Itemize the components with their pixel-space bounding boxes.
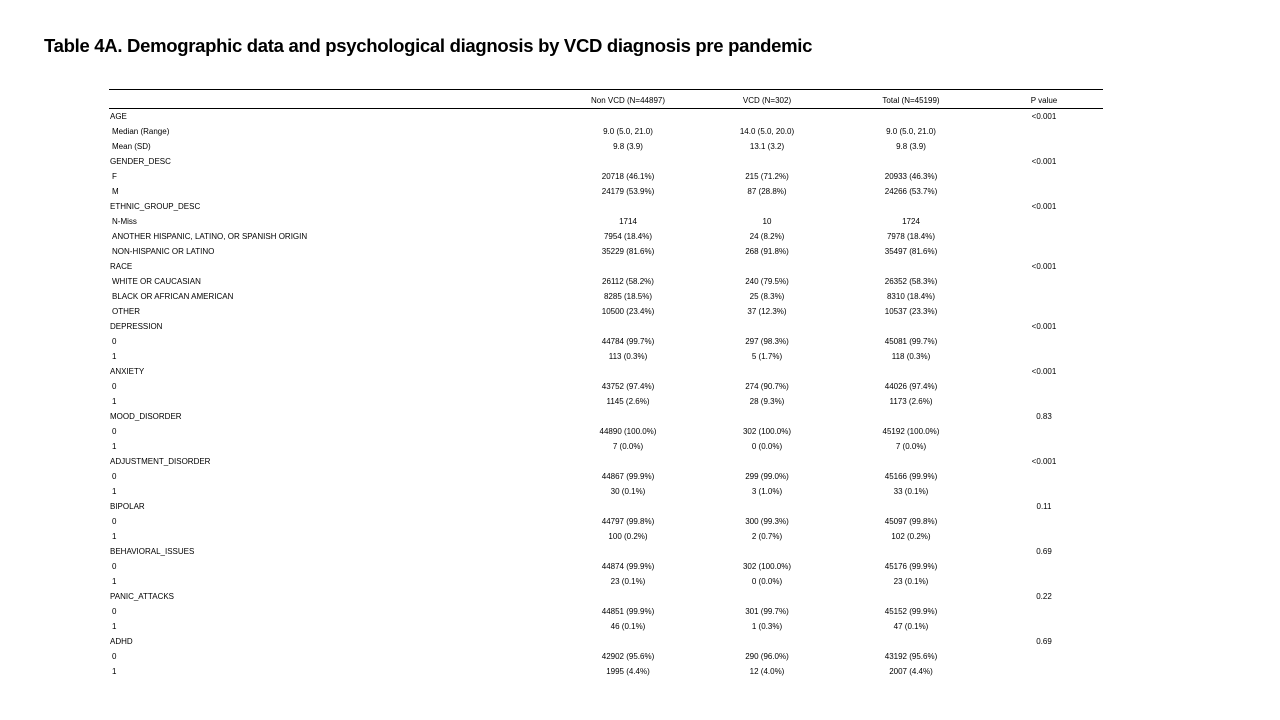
non-vcd-cell: 44867 (99.9%) [601,472,655,481]
row-label: AGE [110,112,127,121]
non-vcd-cell: 43752 (97.4%) [601,382,655,391]
p-value-cell: 0.11 [1036,502,1052,511]
data-table [109,89,1103,679]
non-vcd-cell: 35229 (81.6%) [601,247,655,256]
row-label: 1 [112,667,117,676]
total-cell: 8310 (18.4%) [886,292,936,301]
total-cell: 9.0 (5.0, 21.0) [886,127,936,136]
total-cell: 33 (0.1%) [893,487,929,496]
row-label: F [112,172,117,181]
table-row [109,304,1103,319]
row-label: 0 [112,472,117,481]
row-label: 0 [112,562,117,571]
row-label: ANOTHER HISPANIC, LATINO, OR SPANISH ORIGIN [112,232,308,241]
table-row [109,529,1103,544]
non-vcd-cell: 9.8 (3.9) [613,142,643,151]
table-group-row [109,544,1103,559]
row-label: RACE [110,262,133,271]
total-cell: 23 (0.1%) [893,577,929,586]
vcd-cell: 300 (99.3%) [745,517,789,526]
row-label: ADHD [110,637,133,646]
table-row [109,394,1103,409]
table-row [109,334,1103,349]
non-vcd-cell: 9.0 (5.0, 21.0) [603,127,653,136]
total-cell: 35497 (81.6%) [884,247,938,256]
vcd-cell: 2 (0.7%) [751,532,783,541]
non-vcd-cell: 1145 (2.6%) [606,397,650,406]
table-group-row [109,154,1103,169]
p-value-cell: <0.001 [1031,322,1057,331]
table-row [109,379,1103,394]
table-row [109,274,1103,289]
table-group-row [109,109,1103,124]
non-vcd-cell: 7954 (18.4%) [603,232,653,241]
table-header-row [109,94,1103,109]
table-group-row [109,319,1103,334]
row-label: 0 [112,517,117,526]
table-row [109,604,1103,619]
non-vcd-cell: 100 (0.2%) [608,532,648,541]
non-vcd-cell: 8285 (18.5%) [603,292,653,301]
total-cell: 1173 (2.6%) [889,397,933,406]
vcd-cell: 1 (0.3%) [751,622,783,631]
header-total: Total (N=45199) [882,96,940,105]
row-label: 1 [112,352,117,361]
vcd-cell: 290 (96.0%) [745,652,789,661]
total-cell: 24266 (53.7%) [884,187,938,196]
total-cell: 7 (0.0%) [895,442,927,451]
row-label: BLACK OR AFRICAN AMERICAN [112,292,234,301]
header-p-value: P value [1030,96,1058,105]
total-cell: 45081 (99.7%) [884,337,938,346]
row-label: 1 [112,532,117,541]
total-cell: 44026 (97.4%) [884,382,938,391]
total-cell: 26352 (58.3%) [884,277,938,286]
total-cell: 45152 (99.9%) [884,607,938,616]
total-cell: 20933 (46.3%) [884,172,938,181]
p-value-cell: <0.001 [1031,457,1057,466]
vcd-cell: 0 (0.0%) [751,442,783,451]
total-cell: 47 (0.1%) [893,622,929,631]
non-vcd-cell: 46 (0.1%) [610,622,646,631]
non-vcd-cell: 44890 (100.0%) [599,427,657,436]
vcd-cell: 28 (9.3%) [749,397,785,406]
non-vcd-cell: 10500 (23.4%) [601,307,655,316]
header-vcd: VCD (N=302) [742,96,792,105]
table-row [109,649,1103,664]
vcd-cell: 297 (98.3%) [745,337,789,346]
p-value-cell: <0.001 [1031,367,1057,376]
table-group-row [109,364,1103,379]
header-non-vcd: Non VCD (N=44897) [590,96,666,105]
table-row [109,574,1103,589]
p-value-cell: <0.001 [1031,157,1057,166]
vcd-cell: 14.0 (5.0, 20.0) [739,127,795,136]
p-value-cell: 0.22 [1036,592,1052,601]
non-vcd-cell: 7 (0.0%) [612,442,644,451]
row-label: 0 [112,427,117,436]
row-label: 1 [112,577,117,586]
vcd-cell: 268 (91.8%) [745,247,789,256]
table-row [109,169,1103,184]
table-group-row [109,259,1103,274]
table-row [109,244,1103,259]
table-row [109,484,1103,499]
non-vcd-cell: 26112 (58.2%) [602,277,654,286]
non-vcd-cell: 42902 (95.6%) [601,652,655,661]
row-label: BEHAVIORAL_ISSUES [110,547,195,556]
row-label: 0 [112,382,117,391]
row-label: BIPOLAR [110,502,145,511]
vcd-cell: 10 [762,217,772,226]
row-label: 0 [112,607,117,616]
p-value-cell: <0.001 [1031,262,1057,271]
table-row [109,439,1103,454]
p-value-cell: <0.001 [1031,112,1057,121]
vcd-cell: 37 (12.3%) [747,307,787,316]
table-top-rule [109,89,1103,90]
non-vcd-cell: 44851 (99.9%) [601,607,655,616]
table-row [109,619,1103,634]
vcd-cell: 5 (1.7%) [751,352,783,361]
row-label: 1 [112,442,117,451]
vcd-cell: 24 (8.2%) [749,232,785,241]
total-cell: 45192 (100.0%) [882,427,940,436]
total-cell: 45176 (99.9%) [884,562,938,571]
non-vcd-cell: 1714 [619,217,637,226]
row-label: 0 [112,652,117,661]
row-label: PANIC_ATTACKS [110,592,175,601]
row-label: ADJUSTMENT_DISORDER [110,457,211,466]
p-value-cell: 0.83 [1036,412,1052,421]
table-group-row [109,499,1103,514]
row-label: 1 [112,622,117,631]
row-label: DEPRESSION [110,322,163,331]
non-vcd-cell: 24179 (53.9%) [601,187,655,196]
p-value-cell: 0.69 [1036,637,1052,646]
table-row [109,559,1103,574]
total-cell: 9.8 (3.9) [896,142,926,151]
row-label: Mean (SD) [112,142,151,151]
non-vcd-cell: 44797 (99.8%) [601,517,655,526]
total-cell: 43192 (95.6%) [884,652,938,661]
non-vcd-cell: 44784 (99.7%) [601,337,655,346]
vcd-cell: 0 (0.0%) [751,577,783,586]
table-row [109,229,1103,244]
total-cell: 118 (0.3%) [891,352,931,361]
total-cell: 45097 (99.8%) [884,517,938,526]
table-row [109,184,1103,199]
table-row [109,469,1103,484]
row-label: Median (Range) [112,127,170,136]
row-label: MOOD_DISORDER [110,412,182,421]
table-row [109,289,1103,304]
table-group-row [109,634,1103,649]
row-label: GENDER_DESC [110,157,171,166]
vcd-cell: 302 (100.0%) [742,562,792,571]
p-value-cell: <0.001 [1031,202,1057,211]
table-row [109,349,1103,364]
row-label: M [112,187,119,196]
table-row [109,124,1103,139]
vcd-cell: 274 (90.7%) [745,382,789,391]
total-cell: 10537 (23.3%) [884,307,938,316]
total-cell: 45166 (99.9%) [884,472,938,481]
table-row [109,424,1103,439]
row-label: ANXIETY [110,367,145,376]
vcd-cell: 302 (100.0%) [742,427,792,436]
non-vcd-cell: 23 (0.1%) [610,577,646,586]
p-value-cell: 0.69 [1036,547,1052,556]
table-row [109,664,1103,679]
vcd-cell: 215 (71.2%) [745,172,789,181]
row-label: 1 [112,487,117,496]
table-row [109,214,1103,229]
row-label: N-Miss [112,217,137,226]
non-vcd-cell: 44874 (99.9%) [601,562,655,571]
total-cell: 2007 (4.4%) [889,667,933,676]
vcd-cell: 299 (99.0%) [745,472,789,481]
row-label: NON-HISPANIC OR LATINO [112,247,215,256]
table-group-row [109,199,1103,214]
table-group-row [109,589,1103,604]
row-label: 1 [112,397,117,406]
table-row [109,514,1103,529]
non-vcd-cell: 113 (0.3%) [608,352,648,361]
non-vcd-cell: 20718 (46.1%) [601,172,655,181]
vcd-cell: 301 (99.7%) [745,607,789,616]
total-cell: 102 (0.2%) [891,532,931,541]
total-cell: 1724 [902,217,920,226]
table-group-row [109,409,1103,424]
row-label: OTHER [112,307,140,316]
vcd-cell: 87 (28.8%) [747,187,787,196]
non-vcd-cell: 30 (0.1%) [610,487,646,496]
row-label: ETHNIC_GROUP_DESC [110,202,201,211]
table-group-row [109,454,1103,469]
vcd-cell: 25 (8.3%) [749,292,785,301]
table-body [109,109,1103,679]
non-vcd-cell: 1995 (4.4%) [606,667,650,676]
vcd-cell: 12 (4.0%) [749,667,785,676]
vcd-cell: 13.1 (3.2) [749,142,785,151]
vcd-cell: 3 (1.0%) [751,487,783,496]
total-cell: 7978 (18.4%) [886,232,936,241]
table-title: Table 4A. Demographic data and psychological diagnosis by VCD diagnosis pre pandemic [44,35,813,56]
table-row [109,139,1103,154]
row-label: 0 [112,337,117,346]
row-label: WHITE OR CAUCASIAN [112,277,201,286]
vcd-cell: 240 (79.5%) [745,277,789,286]
